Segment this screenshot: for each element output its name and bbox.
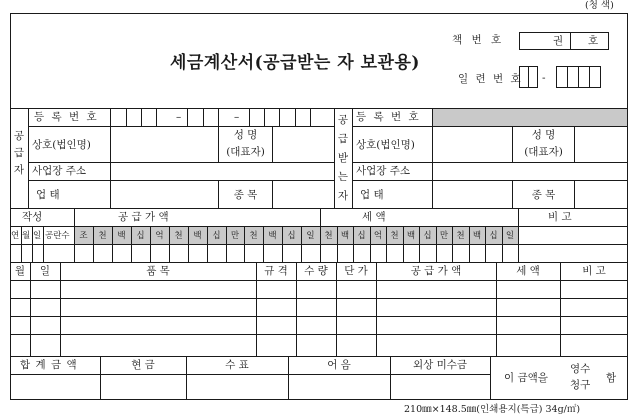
- receiver-item-label: 종 목: [531, 189, 556, 201]
- tax-digit: 백: [472, 231, 482, 241]
- supply-digit: 천: [174, 231, 183, 241]
- supply-digit: 십: [212, 231, 221, 241]
- ho-label: 호: [588, 35, 599, 47]
- total-label: 합 계 금 액: [20, 359, 78, 371]
- receiver-name-label: 성 명: [531, 129, 556, 141]
- tax-digit: 천: [456, 231, 465, 241]
- tax-digit: 백: [406, 231, 416, 241]
- items-product-header: 품 목: [146, 265, 170, 277]
- check-label: 수 표: [225, 359, 249, 371]
- supplier-reg-dash-1: –: [176, 111, 182, 123]
- serial-box-6[interactable]: [589, 66, 601, 88]
- tax-digit: 만: [439, 231, 449, 241]
- supply-digit: 억: [155, 231, 164, 241]
- serial-box-2[interactable]: [528, 66, 538, 88]
- supply-digit: 백: [117, 231, 126, 241]
- tax-digit: 백: [340, 231, 350, 241]
- day-col: 일: [33, 231, 42, 241]
- tax-digit: 십: [423, 231, 432, 241]
- claim-suffix: 함: [606, 372, 617, 384]
- credit-label: 외상 미수금: [412, 359, 468, 371]
- receiver-address-label: 사업장 주소: [356, 165, 411, 177]
- receiver-business-label: 업 태: [360, 189, 384, 201]
- items-qty-header: 수 량: [304, 265, 328, 277]
- supply-digit: 십: [136, 231, 145, 241]
- supply-digit: 일: [306, 231, 315, 241]
- claim-request: 청구: [570, 379, 591, 391]
- note-label: 비 고: [548, 211, 572, 223]
- tax-digit: 일: [505, 231, 515, 241]
- tax-digit: 억: [373, 231, 383, 241]
- supplier-item-label: 종 목: [233, 189, 258, 201]
- tax-digit: 천: [324, 231, 333, 241]
- items-note-header: 비 고: [582, 265, 606, 277]
- supply-digit: 천: [98, 231, 107, 241]
- supplier-name-label: 성 명: [233, 129, 258, 141]
- supplier-address-label: 사업장 주소: [32, 165, 87, 177]
- supplier-reg-dash-2: –: [234, 111, 240, 123]
- supply-digit: 만: [230, 231, 240, 241]
- supplier-business-label: 업 태: [36, 189, 60, 201]
- items-day-header: 일: [39, 265, 51, 277]
- receiver-reg-shade: [433, 109, 627, 126]
- receiver-name-sub: (대표자): [524, 146, 563, 158]
- serial-no-label: 일 련 번 호: [458, 73, 523, 85]
- serial-dash: -: [542, 72, 546, 84]
- supply-digit: 십: [287, 231, 296, 241]
- supply-digit: 천: [249, 231, 258, 241]
- items-spec-header: 규 격: [264, 265, 288, 277]
- tax-digit: 천: [390, 231, 399, 241]
- items-month-header: 월: [14, 265, 26, 277]
- tax-digit: 십: [357, 231, 366, 241]
- receiver-reg-label: 등 록 번 호: [356, 111, 421, 123]
- supplier-reg-label: 등 록 번 호: [34, 111, 99, 123]
- blank-count-col: 공란수: [45, 231, 70, 241]
- claim-receipt: 영수: [570, 363, 591, 375]
- items-tax-header: 세 액: [516, 265, 540, 277]
- items-price-header: 단 가: [344, 265, 368, 277]
- note-bill-label: 어 음: [327, 359, 351, 371]
- supplier-name-sub: (대표자): [226, 146, 265, 158]
- tax-label: 세 액: [362, 211, 386, 223]
- written-label: 작성: [22, 211, 43, 223]
- month-col: 월: [22, 231, 31, 241]
- year-col: 연: [11, 231, 20, 241]
- receiver-side-label: 공 급 받 는 자: [337, 114, 349, 202]
- items-supply-header: 공 급 가 액: [410, 265, 462, 277]
- supply-digit: 백: [193, 231, 202, 241]
- supply-value-label: 공 급 가 액: [118, 211, 169, 223]
- color-label: (청 색): [585, 0, 614, 11]
- cash-label: 현 금: [131, 359, 155, 371]
- supplier-side-label: 공 급 자: [13, 130, 25, 176]
- supplier-company-label: 상호(법인명): [32, 139, 91, 151]
- book-no-label: 책 번 호: [452, 34, 505, 46]
- tax-digit: 십: [489, 231, 498, 241]
- kwon-label: 권: [553, 35, 564, 47]
- paper-spec: 210㎜×148.5㎜(인쇄용지(특급) 34g/㎡): [404, 404, 581, 415]
- supply-digit: 백: [268, 231, 277, 241]
- supply-digit: 조: [79, 231, 88, 241]
- receiver-company-label: 상호(법인명): [356, 139, 415, 151]
- claim-prefix: 이 금액을: [504, 372, 548, 384]
- invoice-title: 세금계산서(공급받는 자 보관용): [170, 53, 420, 73]
